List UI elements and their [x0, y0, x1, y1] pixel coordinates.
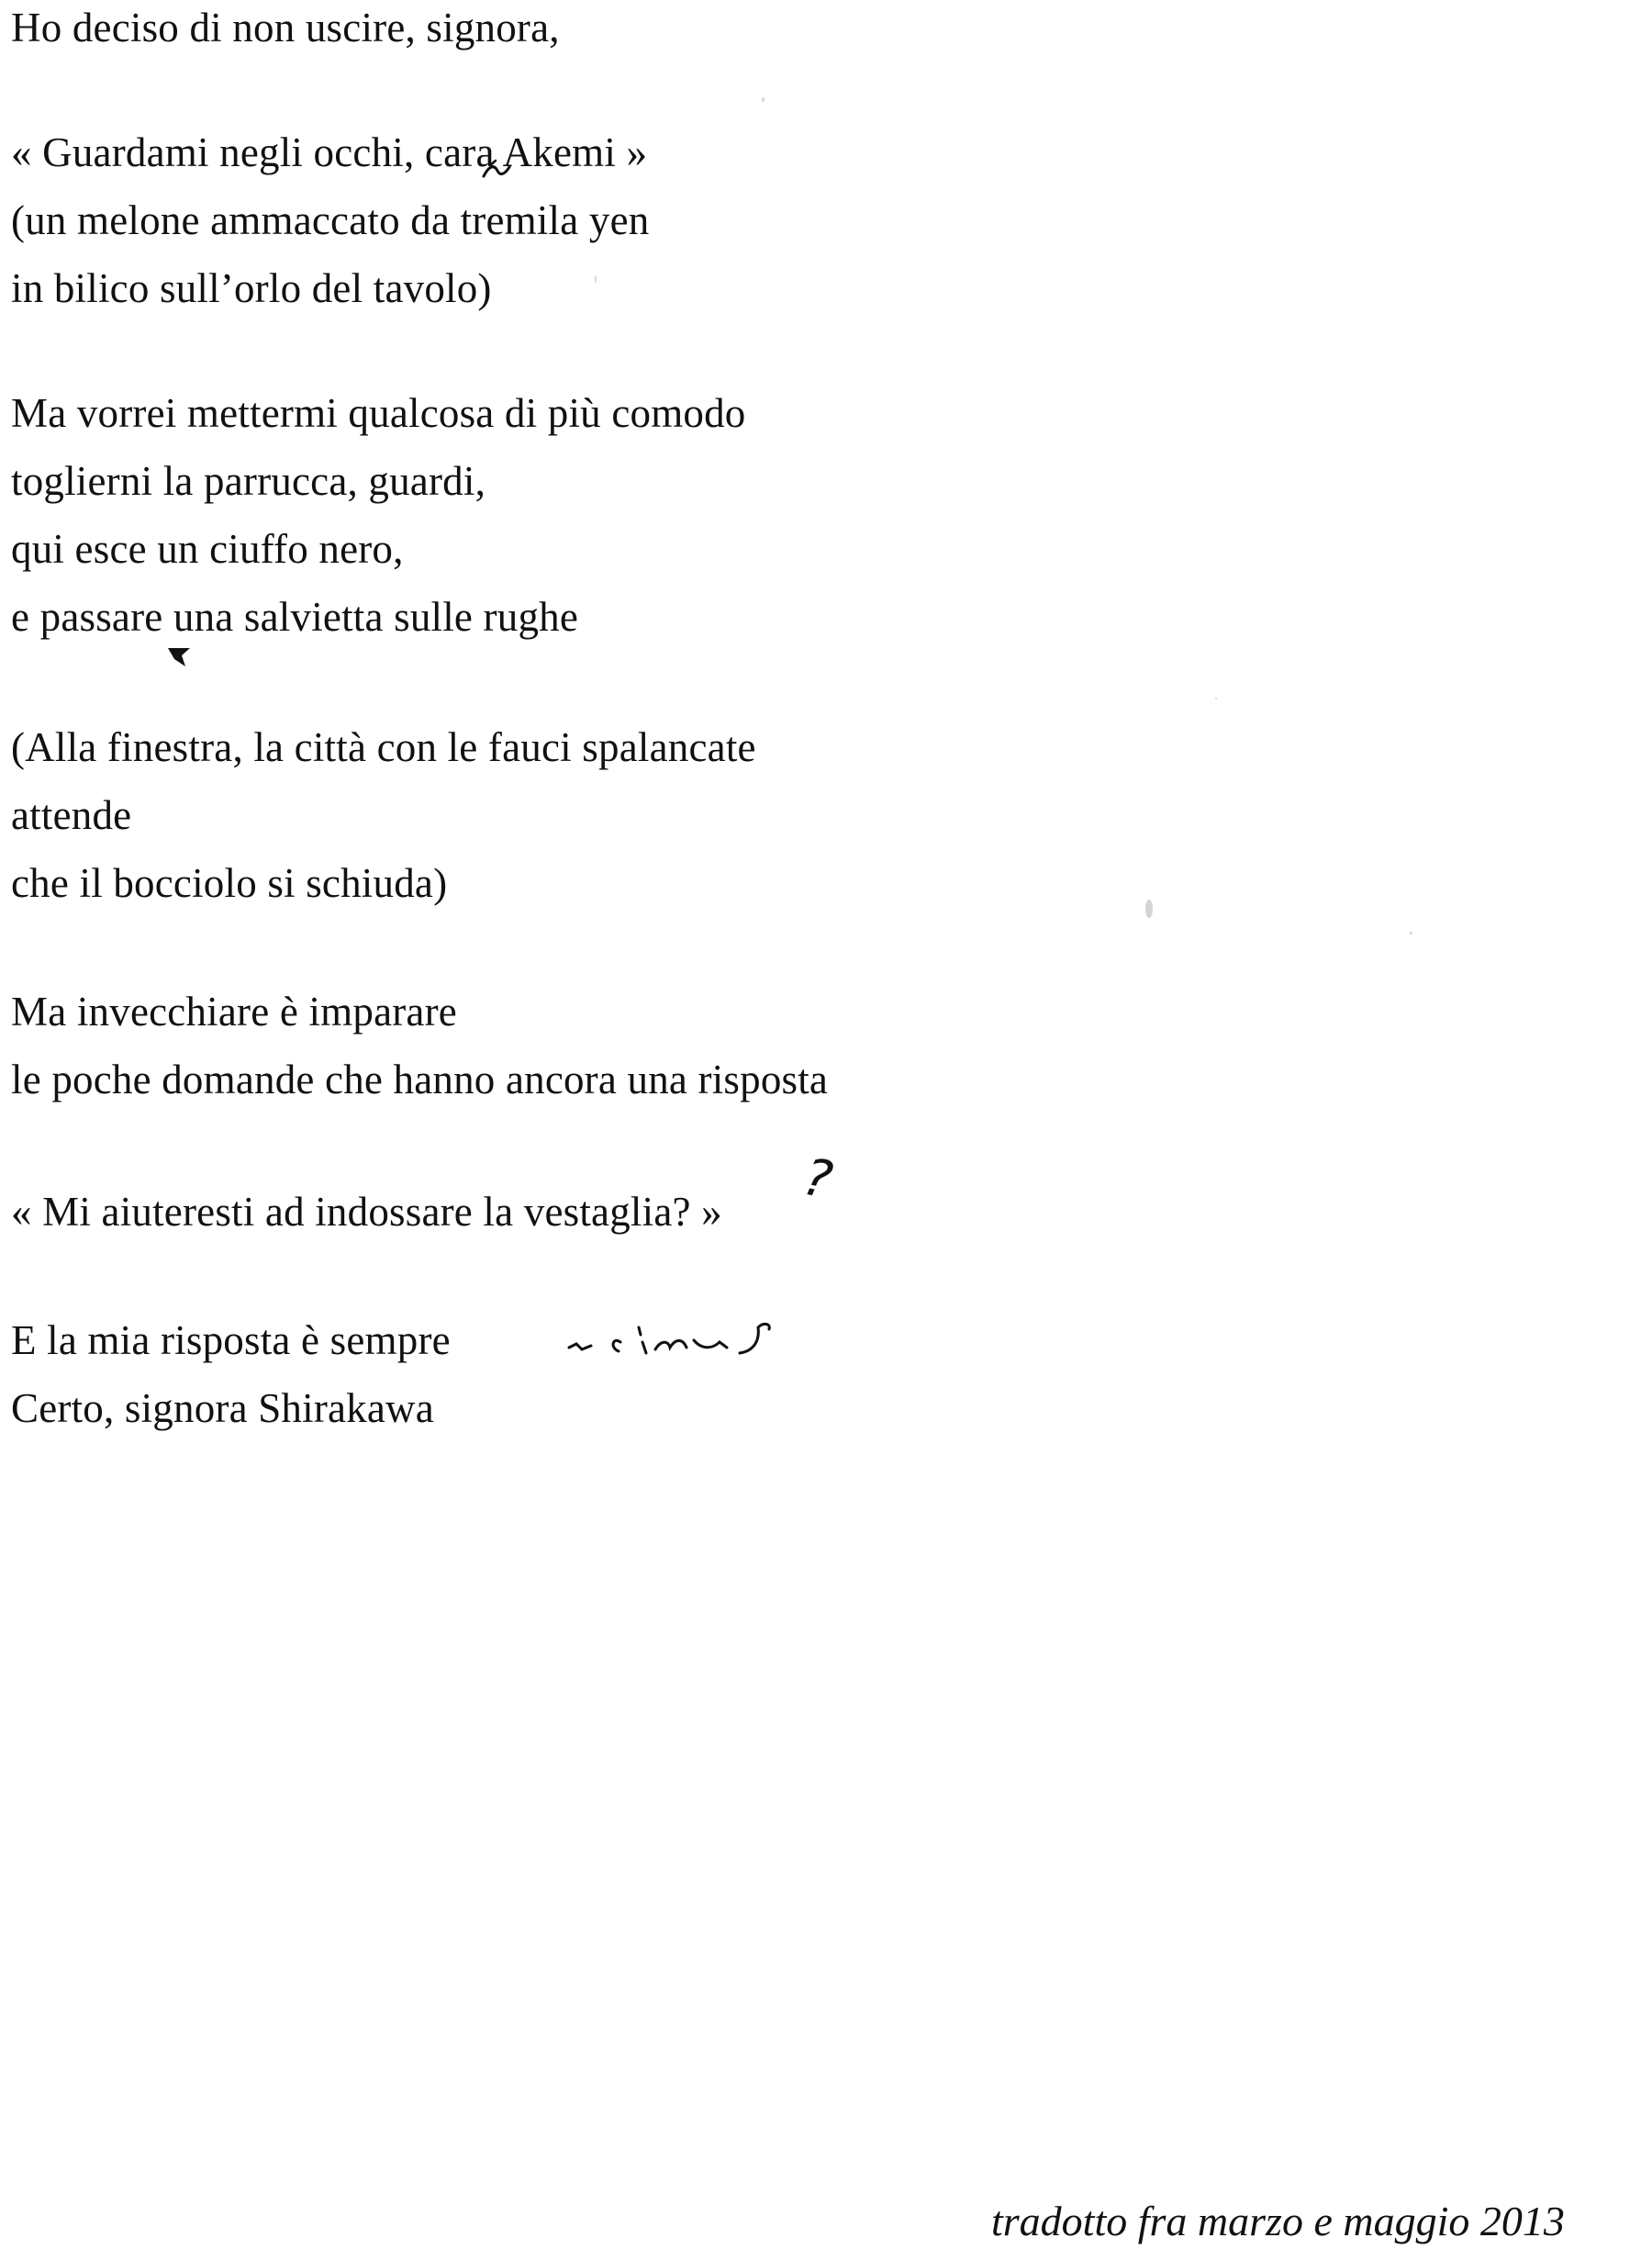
scan-speck — [1215, 698, 1217, 699]
poem-line: Certo, signora Shirakawa — [11, 1385, 434, 1431]
poem-line: « Mi aiuteresti ad indossare la vestaglia? » — [11, 1189, 722, 1235]
poem-line: e passare una salvietta sulle rughe — [11, 594, 579, 640]
scan-speck — [1410, 932, 1412, 934]
handwritten-scribble — [565, 1315, 776, 1366]
poem-line: Ma vorrei mettermi qualcosa di più comodo — [11, 390, 746, 436]
handwritten-correction-mark — [165, 643, 193, 670]
poem-line: le poche domande che hanno ancora una risposta — [11, 1057, 829, 1102]
scan-speck — [1145, 900, 1153, 918]
poem-line: qui esce un ciuffo nero, — [11, 526, 404, 572]
poem-line: attende — [11, 792, 132, 838]
poem-line: Ma invecchiare è imparare — [11, 989, 457, 1035]
poem-line: in bilico sull’orlo del tavolo) — [11, 265, 492, 311]
scan-speck — [595, 275, 597, 283]
poem-line: (Alla finestra, la città con le fauci spalancate — [11, 724, 756, 770]
poem-line: toglierni la parrucca, guardi, — [11, 458, 486, 504]
scan-speck — [762, 97, 765, 102]
handwritten-question-mark: ? — [798, 1147, 838, 1212]
poem-line: « Guardami negli occhi, cara Akemi » — [11, 129, 648, 175]
translation-date-note: tradotto fra marzo e maggio 2013 — [991, 2198, 1565, 2244]
poem-line: che il bocciolo si schiuda) — [11, 860, 448, 906]
poem-line: Ho deciso di non uscire, signora, — [11, 5, 560, 50]
poem-line: (un melone ammaccato da tremila yen — [11, 197, 650, 243]
poem-line: E la mia risposta è sempre — [11, 1317, 451, 1363]
